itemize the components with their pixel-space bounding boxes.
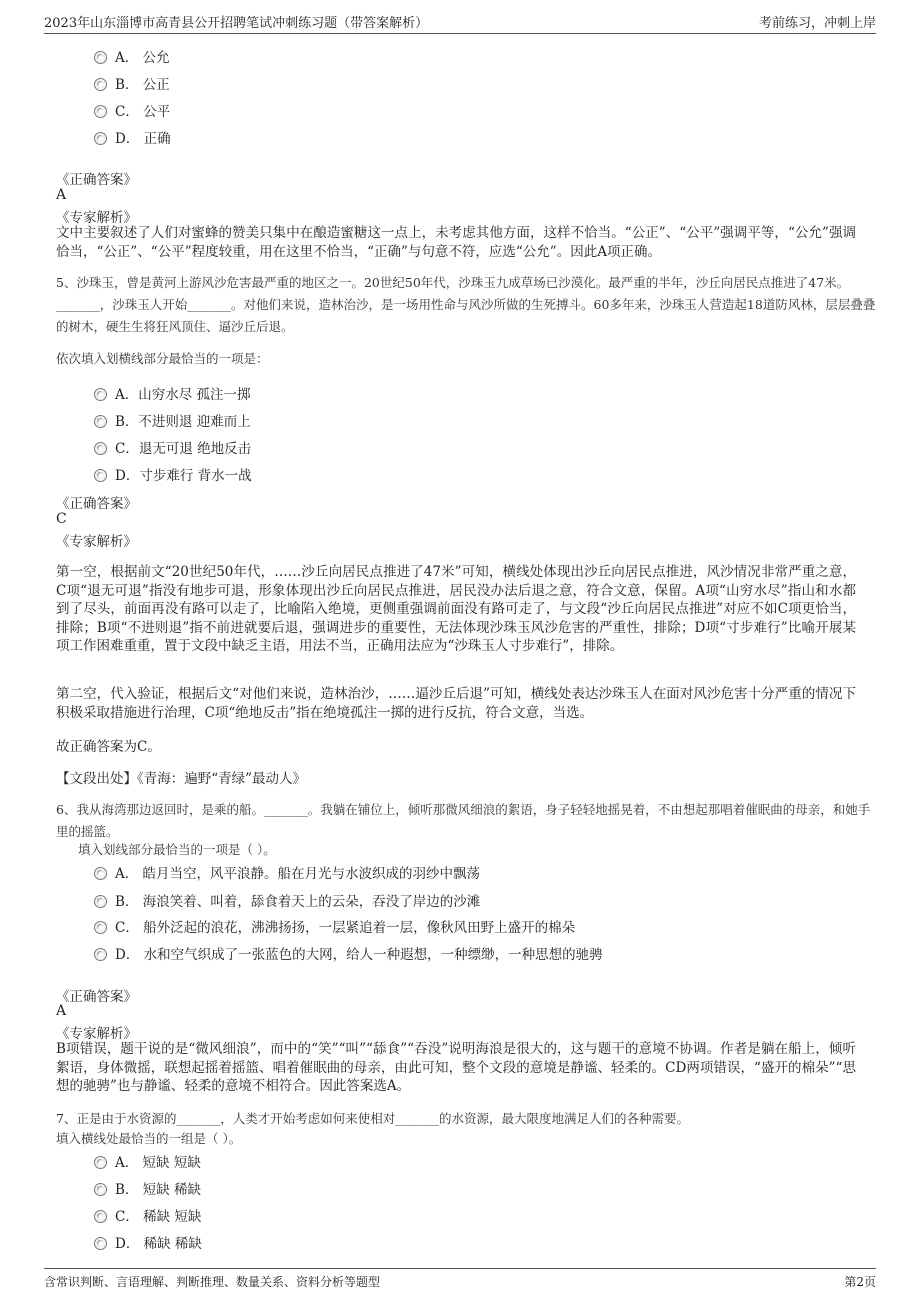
answer-label: 《正确答案》 — [56, 989, 137, 1005]
answer-value: C — [56, 511, 67, 527]
analysis-text: B项错误，题干说的是“微风细浪”，而中的“笑”“叫”“舔食”“吞没”说明海浪是很大的，这与题干的意境不协调。作者是躺在船上，倾听絮语，身体微摇，联想起摇着摇篮、唱着催眠曲的母亲，由此可知，整个文段的意境是静谧、轻柔的。CD两项错误，“盛开的棉朵”“思想的驰骋”也与静谧、轻柔的意境不相符合。因此答案选A。 — [56, 1041, 856, 1094]
document-title: 2023年山东淄博市高青县公开招聘笔试冲刺练习题（带答案解析） — [44, 16, 429, 31]
option-b[interactable]: B． 海浪笑着、叫着，舔食着天上的云朵，吞没了岸边的沙滩 — [94, 890, 480, 910]
page-number: 第2页 — [844, 1275, 876, 1289]
option-a[interactable]: A． 短缺 短缺 — [94, 1151, 201, 1171]
question-prompt: 依次填入划横线部分最恰当的一项是： — [56, 351, 269, 366]
analysis-label: 《专家解析》 — [56, 534, 137, 550]
header-slogan: 考前练习，冲刺上岸 — [758, 16, 876, 31]
conclusion-text: 故正确答案为C。 — [56, 739, 161, 755]
answer-label: 《正确答案》 — [56, 496, 137, 512]
footer-categories: 含常识判断、言语理解、判断推理、数量关系、资料分析等题型 — [44, 1275, 381, 1289]
radio-icon[interactable] — [94, 415, 107, 428]
option-c[interactable]: C．退无可退 绝地反击 — [94, 437, 251, 457]
option-d[interactable]: D．寸步难行 背水一战 — [94, 464, 252, 484]
option-a[interactable]: A．山穷水尽 孤注一掷 — [94, 383, 251, 403]
analysis-label: 《专家解析》 — [56, 1026, 137, 1042]
radio-icon[interactable] — [94, 132, 107, 145]
radio-icon[interactable] — [94, 867, 107, 880]
radio-icon[interactable] — [94, 1183, 107, 1196]
question-prompt: 填入划线部分最恰当的一项是（ ）。 — [78, 842, 276, 857]
radio-icon[interactable] — [94, 1237, 107, 1250]
option-d[interactable]: D． 正确 — [94, 127, 171, 147]
option-c[interactable]: C． 公平 — [94, 100, 170, 120]
option-d[interactable]: D． 稀缺 稀缺 — [94, 1232, 202, 1252]
analysis-paragraph-2: 第二空，代入验证，根据后文“对他们来说，造林治沙，……逼沙丘后退”可知，横线处表达沙珠玉人在面对风沙危害十分严重的情况下积极采取措施进行治理，C项“绝地反击”指在绝境孤注一掷的进行反抗，符合文意，当选。 — [56, 686, 856, 721]
analysis-paragraph-1: 第一空，根据前文“20世纪50年代，……沙丘向居民点推进了47米”可知，横线处体现出沙丘向居民点推进，风沙情况非常严重之意，C项“退无可退”指没有地步可退，形象体现出沙丘向居民点推进，居民没办法后退之意，符合文意，保留。A项“山穷水尽”指山和水都到了尽头，前面再没有路可以走了，比喻陷入绝境，更侧重强调前面没有路可走了，与文段“沙丘向居民点推进”对应不如C项更恰当，排除；B项“不进则退”指不前进就要后退，强调进步的重要性，无法体现沙珠玉风沙危害的严重性，排除；D项“寸步难行”比喻开展某项工作困难重重，置于文段中缺乏主语，用法不当，正确用法应为“沙珠玉人寸步难行”，排除。 — [56, 564, 856, 654]
radio-icon[interactable] — [94, 469, 107, 482]
analysis-text: 文中主要叙述了人们对蜜蜂的赞美只集中在酿造蜜糖这一点上，未考虑其他方面，这样不恰当。“公正”、“公平”强调平等，“公允”强调恰当，“公正”、“公平”程度较重，用在这里不恰当，“正确”与句意不符，应选“公允”。因此A项正确。 — [56, 225, 856, 260]
radio-icon[interactable] — [94, 105, 107, 118]
radio-icon[interactable] — [94, 51, 107, 64]
option-c[interactable]: C． 稀缺 短缺 — [94, 1205, 201, 1225]
radio-icon[interactable] — [94, 1156, 107, 1169]
radio-icon[interactable] — [94, 78, 107, 91]
radio-icon[interactable] — [94, 921, 107, 934]
question-stem: 5、沙珠玉，曾是黄河上游风沙危害最严重的地区之一。20世纪50年代，沙珠玉九成草场已沙漠化。最严重的半年，沙丘向居民点推进了47米。_______，沙珠玉人开始_______。对他们来说，造林治沙，是一场用性命与风沙所做的生死搏斗。60多年来，沙珠玉人营造起18道防风林，层层叠叠的树木，硬生生将狂风顶住、逼沙丘后退。 — [56, 275, 876, 334]
question-stem: 6、我从海湾那边返回时，是乘的船。_______。我躺在铺位上，倾听那微风细浪的絮语，身子轻轻地摇晃着，不由想起那唱着催眠曲的母亲，和她手里的摇篮。 — [56, 802, 871, 839]
analysis-label: 《专家解析》 — [56, 210, 137, 226]
answer-value: A — [56, 1003, 67, 1019]
option-a[interactable]: A． 公允 — [94, 46, 170, 66]
option-a[interactable]: A． 皓月当空，风平浪静。船在月光与水波织成的羽纱中飘荡 — [94, 862, 480, 882]
radio-icon[interactable] — [94, 442, 107, 455]
radio-icon[interactable] — [94, 1210, 107, 1223]
option-b[interactable]: B． 公正 — [94, 73, 170, 93]
option-b[interactable]: B． 短缺 稀缺 — [94, 1178, 201, 1198]
answer-label: 《正确答案》 — [56, 172, 137, 188]
option-d[interactable]: D． 水和空气织成了一张蓝色的大网，给人一种遐想，一种缥缈，一种思想的驰骋 — [94, 943, 603, 963]
answer-value: A — [56, 187, 67, 203]
page-footer — [44, 1268, 876, 1294]
radio-icon[interactable] — [94, 895, 107, 908]
source-text: 【文段出处】《青海：遍野“青绿”最动人》 — [56, 771, 307, 787]
option-c[interactable]: C． 船外泛起的浪花，沸沸扬扬，一层紧追着一层，像秋风田野上盛开的棉朵 — [94, 916, 575, 936]
option-b[interactable]: B．不进则退 迎难而上 — [94, 410, 251, 430]
question-stem: 7、正是由于水资源的_______，人类才开始考虑如何来使相对_______的水资源，最大限度地满足人们的各种需要。 — [56, 1111, 689, 1126]
page-header — [44, 8, 876, 34]
radio-icon[interactable] — [94, 948, 107, 961]
question-prompt: 填入横线处最恰当的一组是（ ）。 — [56, 1131, 242, 1146]
radio-icon[interactable] — [94, 388, 107, 401]
